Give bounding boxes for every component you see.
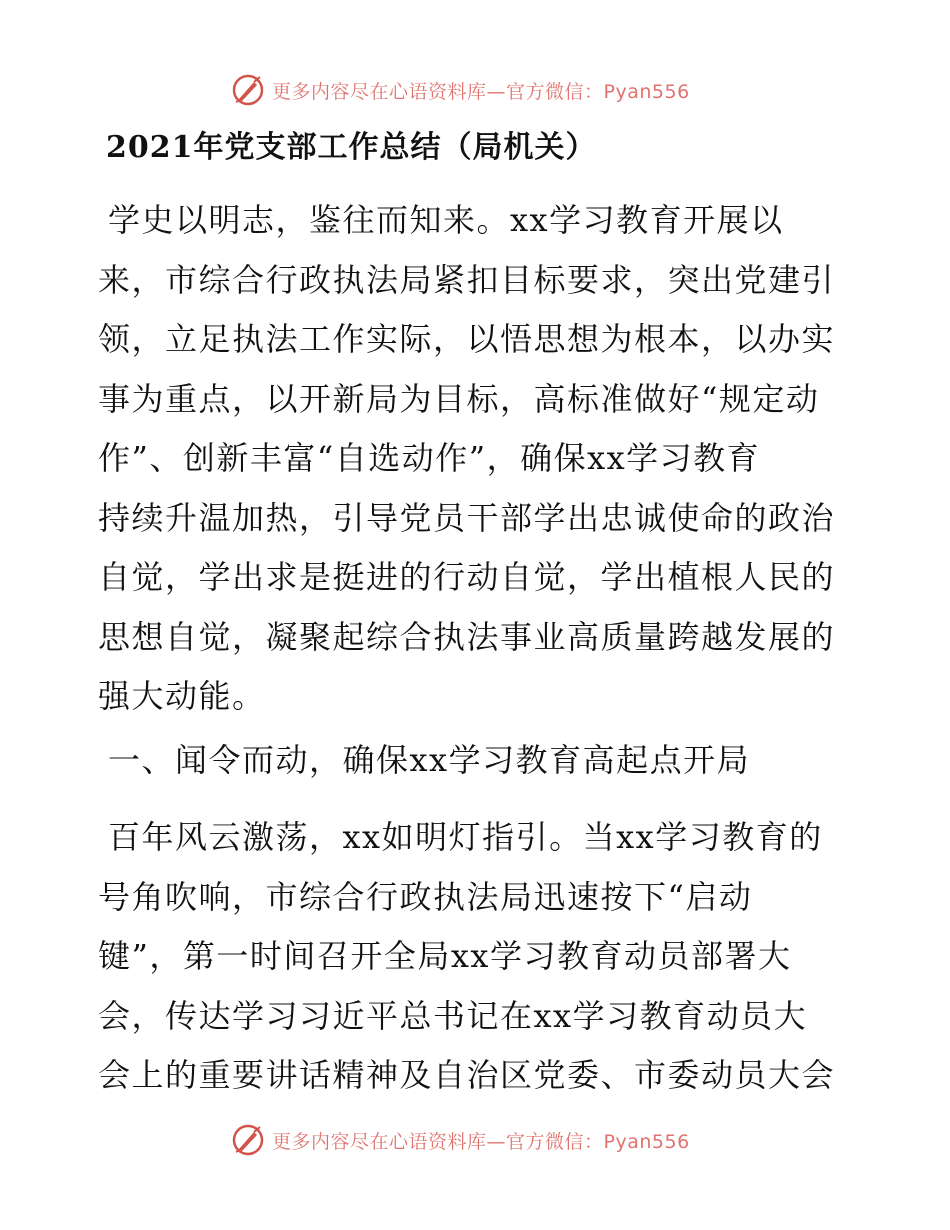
paragraph-line: 会上的重要讲话精神及自治区党委、市委动员大会 xyxy=(98,1056,836,1094)
header-banner xyxy=(230,70,730,110)
paragraph-line: 百年风云激荡，xx如明灯指引。当xx学习教育的 xyxy=(108,818,823,856)
section-heading-1 xyxy=(98,731,858,791)
paragraph-line: 强大动能。 xyxy=(98,677,266,715)
footer-banner xyxy=(230,1120,730,1160)
quill-logo-icon xyxy=(230,1122,266,1158)
paragraph-intro xyxy=(98,191,858,727)
paragraph-section-1 xyxy=(98,808,858,1106)
footer-banner-text: 更多内容尽在心语资料库—官方微信：Pyan556 xyxy=(272,1130,690,1153)
section-heading-text: 一、闻令而动，确保xx学习教育高起点开局 xyxy=(108,741,751,779)
paragraph-line: 思想自觉，凝聚起综合执法事业高质量跨越发展的 xyxy=(98,617,836,656)
quill-logo-icon xyxy=(230,72,266,108)
paragraph-line: 作”、创新丰富“自选动作”，确保xx学习教育 xyxy=(98,439,761,477)
document-title: 2021年党支部工作总结（局机关） xyxy=(106,130,597,165)
paragraph-line: 持续升温加热，引导党员干部学出忠诚使命的政治 xyxy=(98,498,836,537)
paragraph-line: 学史以明志，鉴往而知来。xx学习教育开展以 xyxy=(108,201,784,239)
paragraph-line: 会，传达学习习近平总书记在xx学习教育动员大 xyxy=(98,996,808,1035)
paragraph-line: 来，市综合行政执法局紧扣目标要求，突出党建引 xyxy=(98,260,836,299)
paragraph-line: 自觉，学出求是挺进的行动自觉，学出植根人民的 xyxy=(98,558,836,596)
paragraph-line: 领，立足执法工作实际，以悟思想为根本，以办实 xyxy=(98,320,836,358)
paragraph-line: 事为重点，以开新局为目标，高标准做好“规定动 xyxy=(98,379,820,418)
paragraph-line: 键”，第一时间召开全局xx学习教育动员部署大 xyxy=(98,937,792,975)
header-banner-text: 更多内容尽在心语资料库—官方微信：Pyan556 xyxy=(272,80,690,103)
paragraph-line: 号角吹响，市综合行政执法局迅速按下“启动 xyxy=(98,877,753,916)
